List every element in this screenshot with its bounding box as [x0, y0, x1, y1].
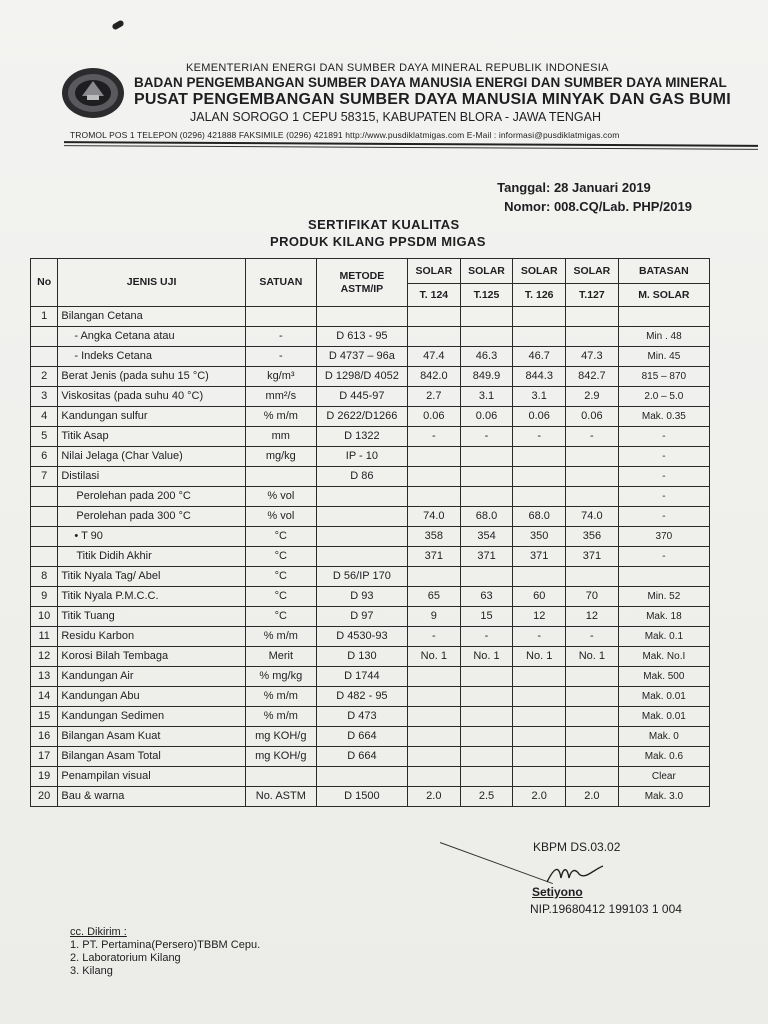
row-t124: 358: [407, 527, 460, 547]
row-no: 12: [31, 647, 58, 667]
row-batasan: -: [618, 507, 709, 527]
table-row: [31, 547, 710, 567]
row-t125: No. 1: [460, 647, 513, 667]
row-satuan: mm²/s: [245, 387, 316, 407]
row-metode: [316, 767, 407, 787]
row-t124: 2.0: [407, 787, 460, 807]
row-batasan: Mak. 18: [618, 607, 709, 627]
row-batasan: Mak. 0.35: [618, 407, 709, 427]
row-jenis: Viskositas (pada suhu 40 °C): [58, 387, 245, 407]
row-no: 5: [31, 427, 58, 447]
row-t126: 68.0: [513, 507, 566, 527]
row-t126: [513, 727, 566, 747]
date-label: Tanggal: [497, 180, 546, 195]
row-metode: [316, 487, 407, 507]
row-t124: 9: [407, 607, 460, 627]
row-metode: D 1500: [316, 787, 407, 807]
cc-item: 2. Laboratorium Kilang: [70, 952, 181, 964]
row-satuan: [245, 767, 316, 787]
header-solar-2: SOLAR: [460, 259, 513, 284]
row-t127: [566, 727, 619, 747]
row-satuan: mm: [245, 427, 316, 447]
row-satuan: -: [245, 327, 316, 347]
row-t124: [407, 327, 460, 347]
row-metode: D 1744: [316, 667, 407, 687]
row-no: [31, 347, 58, 367]
cc-heading: cc. Dikirim :: [70, 926, 127, 938]
row-metode: D 613 - 95: [316, 327, 407, 347]
row-t125: [460, 567, 513, 587]
row-satuan: No. ASTM: [245, 787, 316, 807]
row-t127: 74.0: [566, 507, 619, 527]
header-t125: T.125: [460, 284, 513, 307]
title-line-1: SERTIFIKAT KUALITAS: [308, 217, 460, 232]
row-t124: No. 1: [407, 647, 460, 667]
row-satuan: % m/m: [245, 627, 316, 647]
row-batasan: 2.0 – 5.0: [618, 387, 709, 407]
table-row: [31, 747, 710, 767]
row-t124: 0.06: [407, 407, 460, 427]
row-t127: 70: [566, 587, 619, 607]
row-t124: 2.7: [407, 387, 460, 407]
row-no: 17: [31, 747, 58, 767]
row-t126: 2.0: [513, 787, 566, 807]
row-metode: D 2622/D1266: [316, 407, 407, 427]
row-batasan: Min. 52: [618, 587, 709, 607]
row-batasan: Mak. 0: [618, 727, 709, 747]
row-metode: [316, 307, 407, 327]
header-solar-3: SOLAR: [513, 259, 566, 284]
row-jenis: Kandungan Air: [58, 667, 245, 687]
row-t125: 3.1: [460, 387, 513, 407]
row-t124: [407, 747, 460, 767]
row-t126: [513, 707, 566, 727]
agency-name: BADAN PENGEMBANGAN SUMBER DAYA MANUSIA ENERGI DAN SUMBER DAYA MINERAL: [134, 75, 727, 90]
row-t127: 2.0: [566, 787, 619, 807]
row-no: [31, 487, 58, 507]
header-solar-1: SOLAR: [407, 259, 460, 284]
row-t127: 371: [566, 547, 619, 567]
row-jenis: Bilangan Cetana: [58, 307, 245, 327]
row-t124: 371: [407, 547, 460, 567]
row-t126: -: [513, 627, 566, 647]
row-t126: [513, 307, 566, 327]
document-meta: [480, 180, 692, 218]
row-satuan: [245, 467, 316, 487]
row-no: 19: [31, 767, 58, 787]
row-t126: 46.7: [513, 347, 566, 367]
row-jenis: Kandungan sulfur: [58, 407, 245, 427]
date-value: : 28 Januari 2019: [546, 180, 651, 195]
signer-name: Setiyono: [532, 885, 583, 899]
row-t124: 74.0: [407, 507, 460, 527]
row-batasan: -: [618, 547, 709, 567]
table-row: [31, 787, 710, 807]
row-satuan: % m/m: [245, 407, 316, 427]
row-batasan: -: [618, 487, 709, 507]
table-row: [31, 687, 710, 707]
row-t124: 65: [407, 587, 460, 607]
row-t126: 350: [513, 527, 566, 547]
row-no: [31, 507, 58, 527]
row-no: 14: [31, 687, 58, 707]
row-batasan: [618, 567, 709, 587]
table-row: [31, 627, 710, 647]
row-t127: [566, 767, 619, 787]
row-t125: [460, 467, 513, 487]
row-t127: [566, 467, 619, 487]
row-batasan: -: [618, 447, 709, 467]
row-t125: [460, 307, 513, 327]
row-t127: -: [566, 427, 619, 447]
row-t125: [460, 447, 513, 467]
row-jenis: Distilasi: [58, 467, 245, 487]
row-t127: -: [566, 627, 619, 647]
row-t126: 0.06: [513, 407, 566, 427]
row-no: 8: [31, 567, 58, 587]
row-jenis: Perolehan pada 200 °C: [58, 487, 245, 507]
row-t127: 0.06: [566, 407, 619, 427]
row-metode: D 130: [316, 647, 407, 667]
table-row: [31, 327, 710, 347]
row-t124: [407, 487, 460, 507]
row-metode: D 93: [316, 587, 407, 607]
row-batasan: [618, 307, 709, 327]
row-jenis: Berat Jenis (pada suhu 15 °C): [58, 367, 245, 387]
header-msolar: M. SOLAR: [618, 284, 709, 307]
row-t125: [460, 707, 513, 727]
row-t125: [460, 487, 513, 507]
row-jenis: Kandungan Sedimen: [58, 707, 245, 727]
row-t126: [513, 327, 566, 347]
row-t124: [407, 447, 460, 467]
row-satuan: kg/m³: [245, 367, 316, 387]
row-metode: D 473: [316, 707, 407, 727]
row-t125: 849.9: [460, 367, 513, 387]
row-t126: 844.3: [513, 367, 566, 387]
cc-list: [70, 926, 260, 978]
row-jenis: Titik Nyala P.M.C.C.: [58, 587, 245, 607]
document-title: [270, 216, 570, 250]
row-jenis: Residu Karbon: [58, 627, 245, 647]
row-t127: [566, 567, 619, 587]
table-row: [31, 567, 710, 587]
row-batasan: Mak. 0.01: [618, 707, 709, 727]
table-row: [31, 387, 710, 407]
ministry-name: KEMENTERIAN ENERGI DAN SUMBER DAYA MINERAL REPUBLIK INDONESIA: [186, 62, 609, 74]
row-jenis: Bau & warna: [58, 787, 245, 807]
row-t124: [407, 567, 460, 587]
row-no: 4: [31, 407, 58, 427]
row-metode: D 664: [316, 747, 407, 767]
row-satuan: mg KOH/g: [245, 727, 316, 747]
header-t127: T.127: [566, 284, 619, 307]
row-t124: 842.0: [407, 367, 460, 387]
center-name: PUSAT PENGEMBANGAN SUMBER DAYA MANUSIA MINYAK DAN GAS BUMI: [134, 91, 731, 108]
row-t126: 12: [513, 607, 566, 627]
row-no: [31, 527, 58, 547]
row-t124: -: [407, 627, 460, 647]
row-batasan: -: [618, 467, 709, 487]
row-batasan: 370: [618, 527, 709, 547]
row-t126: [513, 567, 566, 587]
header-no: No: [31, 259, 58, 307]
row-batasan: Mak. 500: [618, 667, 709, 687]
table-row: [31, 407, 710, 427]
row-metode: [316, 547, 407, 567]
row-t125: [460, 327, 513, 347]
table-row: [31, 647, 710, 667]
row-metode: D 97: [316, 607, 407, 627]
row-jenis: Titik Didih Akhir: [58, 547, 245, 567]
row-satuan: -: [245, 347, 316, 367]
quality-table: [30, 258, 710, 807]
table-row: [31, 487, 710, 507]
row-t124: 47.4: [407, 347, 460, 367]
row-batasan: Min. 45: [618, 347, 709, 367]
table-row: [31, 527, 710, 547]
row-t127: [566, 327, 619, 347]
row-no: 9: [31, 587, 58, 607]
row-satuan: % vol: [245, 487, 316, 507]
row-t124: [407, 667, 460, 687]
contact-line: TROMOL POS 1 TELEPON (0296) 421888 FAKSIMILE (0296) 421891 http://www.pusdiklatmigas.com E-Mail : informasi@pusdiklatmigas.com: [70, 130, 620, 140]
row-t125: 63: [460, 587, 513, 607]
row-batasan: Mak. 0.1: [618, 627, 709, 647]
number-value: : 008.CQ/Lab. PHP/2019: [546, 199, 692, 214]
row-t126: [513, 747, 566, 767]
esdm-logo: [60, 66, 126, 120]
row-satuan: % vol: [245, 507, 316, 527]
row-t127: [566, 487, 619, 507]
header-satuan: SATUAN: [245, 259, 316, 307]
row-t125: -: [460, 427, 513, 447]
row-jenis: - Angka Cetana atau: [58, 327, 245, 347]
row-satuan: mg/kg: [245, 447, 316, 467]
row-jenis: Titik Tuang: [58, 607, 245, 627]
row-t127: [566, 687, 619, 707]
row-metode: [316, 527, 407, 547]
row-t126: 371: [513, 547, 566, 567]
row-no: 2: [31, 367, 58, 387]
table-row: [31, 507, 710, 527]
row-t126: 3.1: [513, 387, 566, 407]
row-satuan: °C: [245, 587, 316, 607]
row-t125: 371: [460, 547, 513, 567]
row-t124: -: [407, 427, 460, 447]
address: JALAN SOROGO 1 CEPU 58315, KABUPATEN BLORA - JAWA TENGAH: [190, 110, 602, 124]
row-no: 20: [31, 787, 58, 807]
header-t126: T. 126: [513, 284, 566, 307]
row-t125: [460, 687, 513, 707]
row-t124: [407, 767, 460, 787]
row-t127: 2.9: [566, 387, 619, 407]
row-t125: 46.3: [460, 347, 513, 367]
row-metode: D 86: [316, 467, 407, 487]
row-satuan: % m/m: [245, 687, 316, 707]
table-row: [31, 307, 710, 327]
row-jenis: Perolehan pada 300 °C: [58, 507, 245, 527]
row-t126: [513, 667, 566, 687]
signer-position: KBPM DS.03.02: [533, 840, 621, 854]
table-row: [31, 367, 710, 387]
row-no: 13: [31, 667, 58, 687]
table-row: [31, 727, 710, 747]
cc-item: 3. Kilang: [70, 965, 113, 977]
row-t125: -: [460, 627, 513, 647]
row-metode: D 445-97: [316, 387, 407, 407]
row-t124: [407, 467, 460, 487]
row-jenis: Bilangan Asam Total: [58, 747, 245, 767]
row-batasan: Mak. 3.0: [618, 787, 709, 807]
header-solar-4: SOLAR: [566, 259, 619, 284]
row-t125: 15: [460, 607, 513, 627]
row-t127: No. 1: [566, 647, 619, 667]
row-satuan: °C: [245, 567, 316, 587]
row-no: 1: [31, 307, 58, 327]
header-jenis: JENIS UJI: [58, 259, 245, 307]
row-metode: [316, 507, 407, 527]
row-t125: [460, 767, 513, 787]
row-t124: [407, 307, 460, 327]
row-jenis: • T 90: [58, 527, 245, 547]
row-metode: IP - 10: [316, 447, 407, 467]
row-jenis: Penampilan visual: [58, 767, 245, 787]
row-t127: [566, 447, 619, 467]
row-batasan: Mak. 0.01: [618, 687, 709, 707]
row-t126: [513, 687, 566, 707]
row-t127: 842.7: [566, 367, 619, 387]
table-row: [31, 767, 710, 787]
row-no: 16: [31, 727, 58, 747]
table-row: [31, 447, 710, 467]
row-satuan: Merit: [245, 647, 316, 667]
row-t125: 0.06: [460, 407, 513, 427]
table-row: [31, 467, 710, 487]
row-metode: D 1322: [316, 427, 407, 447]
row-t126: 60: [513, 587, 566, 607]
signer-nip: NIP.19680412 199103 1 004: [530, 902, 682, 916]
row-t125: 354: [460, 527, 513, 547]
table-row: [31, 667, 710, 687]
number-label: Nomor: [504, 199, 546, 214]
row-t125: [460, 727, 513, 747]
row-jenis: Titik Asap: [58, 427, 245, 447]
row-batasan: Mak. 0.6: [618, 747, 709, 767]
row-batasan: Mak. No.I: [618, 647, 709, 667]
table-row: [31, 427, 710, 447]
row-metode: D 56/IP 170: [316, 567, 407, 587]
row-metode: D 4737 – 96a: [316, 347, 407, 367]
table-row: [31, 607, 710, 627]
cc-item: 1. PT. Pertamina(Persero)TBBM Cepu.: [70, 939, 261, 951]
row-batasan: 815 – 870: [618, 367, 709, 387]
row-t125: 68.0: [460, 507, 513, 527]
table-row: [31, 347, 710, 367]
row-t127: [566, 707, 619, 727]
row-t124: [407, 727, 460, 747]
row-no: 7: [31, 467, 58, 487]
row-no: [31, 327, 58, 347]
row-satuan: mg KOH/g: [245, 747, 316, 767]
row-t124: [407, 707, 460, 727]
table-row: [31, 707, 710, 727]
row-metode: D 482 - 95: [316, 687, 407, 707]
row-satuan: °C: [245, 527, 316, 547]
row-batasan: Min . 48: [618, 327, 709, 347]
row-t127: 47.3: [566, 347, 619, 367]
row-t124: [407, 687, 460, 707]
letterhead: [134, 62, 754, 124]
row-satuan: % mg/kg: [245, 667, 316, 687]
row-metode: D 1298/D 4052: [316, 367, 407, 387]
row-jenis: Nilai Jelaga (Char Value): [58, 447, 245, 467]
header-t124: T. 124: [407, 284, 460, 307]
row-no: 3: [31, 387, 58, 407]
row-t127: [566, 307, 619, 327]
title-line-2: PRODUK KILANG PPSDM MIGAS: [270, 234, 486, 249]
row-jenis: Bilangan Asam Kuat: [58, 727, 245, 747]
row-t125: [460, 747, 513, 767]
table-row: [31, 587, 710, 607]
handwritten-signature: [545, 862, 605, 886]
header-metode: METODE ASTM/IP: [316, 259, 407, 307]
row-t127: [566, 667, 619, 687]
row-metode: D 4530-93: [316, 627, 407, 647]
row-satuan: °C: [245, 607, 316, 627]
row-jenis: Kandungan Abu: [58, 687, 245, 707]
row-no: [31, 547, 58, 567]
row-batasan: Clear: [618, 767, 709, 787]
row-t127: 12: [566, 607, 619, 627]
table-body: [31, 307, 710, 807]
row-batasan: -: [618, 427, 709, 447]
header-batasan: BATASAN: [618, 259, 709, 284]
row-t127: [566, 747, 619, 767]
row-no: 11: [31, 627, 58, 647]
row-jenis: Titik Nyala Tag/ Abel: [58, 567, 245, 587]
row-t125: [460, 667, 513, 687]
row-metode: D 664: [316, 727, 407, 747]
row-t127: 356: [566, 527, 619, 547]
row-t126: [513, 447, 566, 467]
row-t126: No. 1: [513, 647, 566, 667]
row-no: 10: [31, 607, 58, 627]
row-t125: 2.5: [460, 787, 513, 807]
row-t126: [513, 487, 566, 507]
row-satuan: % m/m: [245, 707, 316, 727]
row-t126: [513, 767, 566, 787]
row-t126: [513, 467, 566, 487]
row-no: 15: [31, 707, 58, 727]
row-no: 6: [31, 447, 58, 467]
row-jenis: Korosi Bilah Tembaga: [58, 647, 245, 667]
row-satuan: °C: [245, 547, 316, 567]
row-jenis: - Indeks Cetana: [58, 347, 245, 367]
row-satuan: [245, 307, 316, 327]
row-t126: -: [513, 427, 566, 447]
